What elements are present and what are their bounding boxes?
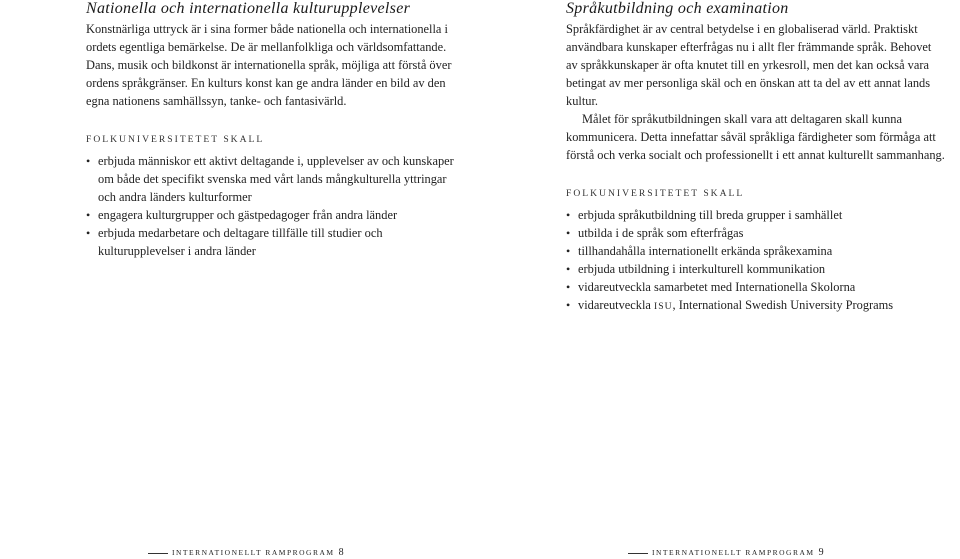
footer-rule [148, 553, 168, 554]
list-item: • erbjuda människor ett aktivt deltagande i, upplevelser av och kunskaper om både det specifikt svenska med vårt lands mångkulturella yttringar och andra länders kulturformer [86, 152, 466, 206]
list-item: • erbjuda utbildning i interkulturell kommunikation [566, 260, 946, 278]
page-number: 8 [338, 547, 344, 558]
isu-abbreviation: ISU [654, 301, 673, 312]
left-column [86, 0, 466, 260]
list-item: • erbjuda språkutbildning till breda grupper i samhället [566, 206, 946, 224]
footer-label [652, 547, 824, 559]
footer-label [172, 547, 344, 559]
bullet-prefix: vidareutveckla [578, 298, 651, 312]
list-item: • vidareutveckla samarbetet med Internationella Skolorna [566, 278, 946, 296]
right-subhead: FOLKUNIVERSITETET SKALL [566, 188, 745, 199]
list-item [566, 296, 946, 316]
list-item: • tillhandahålla internationellt erkända språkexamina [566, 242, 946, 260]
right-bullet-list [566, 206, 946, 316]
list-item: • erbjuda medarbetare och deltagare tillfälle till studier och kulturupplevelser i andra länder [86, 224, 466, 260]
left-intro-paragraph: Konstnärliga uttryck är i sina former både nationella och internationella i ordets egentliga bemärkelse. De är mellanfolkliga och världsomfattande. Dans, musik och bildkonst är internationella språk, möjliga att förstå över ordens språkgränser. En kulturs konst kan ge andra länder en bild av den egna nationens samhällssyn, tanke- och fantasivärld. [86, 22, 452, 108]
page-number: 9 [818, 547, 824, 558]
footer-rule [628, 553, 648, 554]
list-item: • utbilda i de språk som efterfrågas [566, 224, 946, 242]
list-item: • engagera kulturgrupper och gästpedagoger från andra länder [86, 206, 466, 224]
footer-title: INTERNATIONELLT RAMPROGRAM [172, 548, 335, 557]
right-column [566, 0, 946, 316]
right-paragraph-1: Språkfärdighet är av central betydelse i en globaliserad värld. Praktiskt användbara kunskaper efterfrågas nu i allt fler främmande språk. Behovet av språkkunskaper är ofta knutet till en yrkesroll, men det kan också vara betingat av mer personliga skäl och en önskan att ta del av ett annat lands kultur. [566, 22, 932, 108]
left-bullet-list [86, 152, 466, 260]
right-heading: Språkutbildning och examination [566, 0, 789, 17]
left-subhead: FOLKUNIVERSITETET SKALL [86, 134, 265, 145]
bullet-suffix: , International Swedish University Programs [672, 298, 894, 312]
footer-title: INTERNATIONELLT RAMPROGRAM [652, 548, 815, 557]
right-paragraph-2: Målet för språkutbildningen skall vara att deltagaren skall kunna kommunicera. Detta innefattar såväl språkliga färdigheter som förmåga att förstå och verka socialt och professionellt i ett annat kulturellt sammanhang. [566, 112, 945, 162]
left-heading: Nationella och internationella kulturupplevelser [86, 0, 411, 17]
